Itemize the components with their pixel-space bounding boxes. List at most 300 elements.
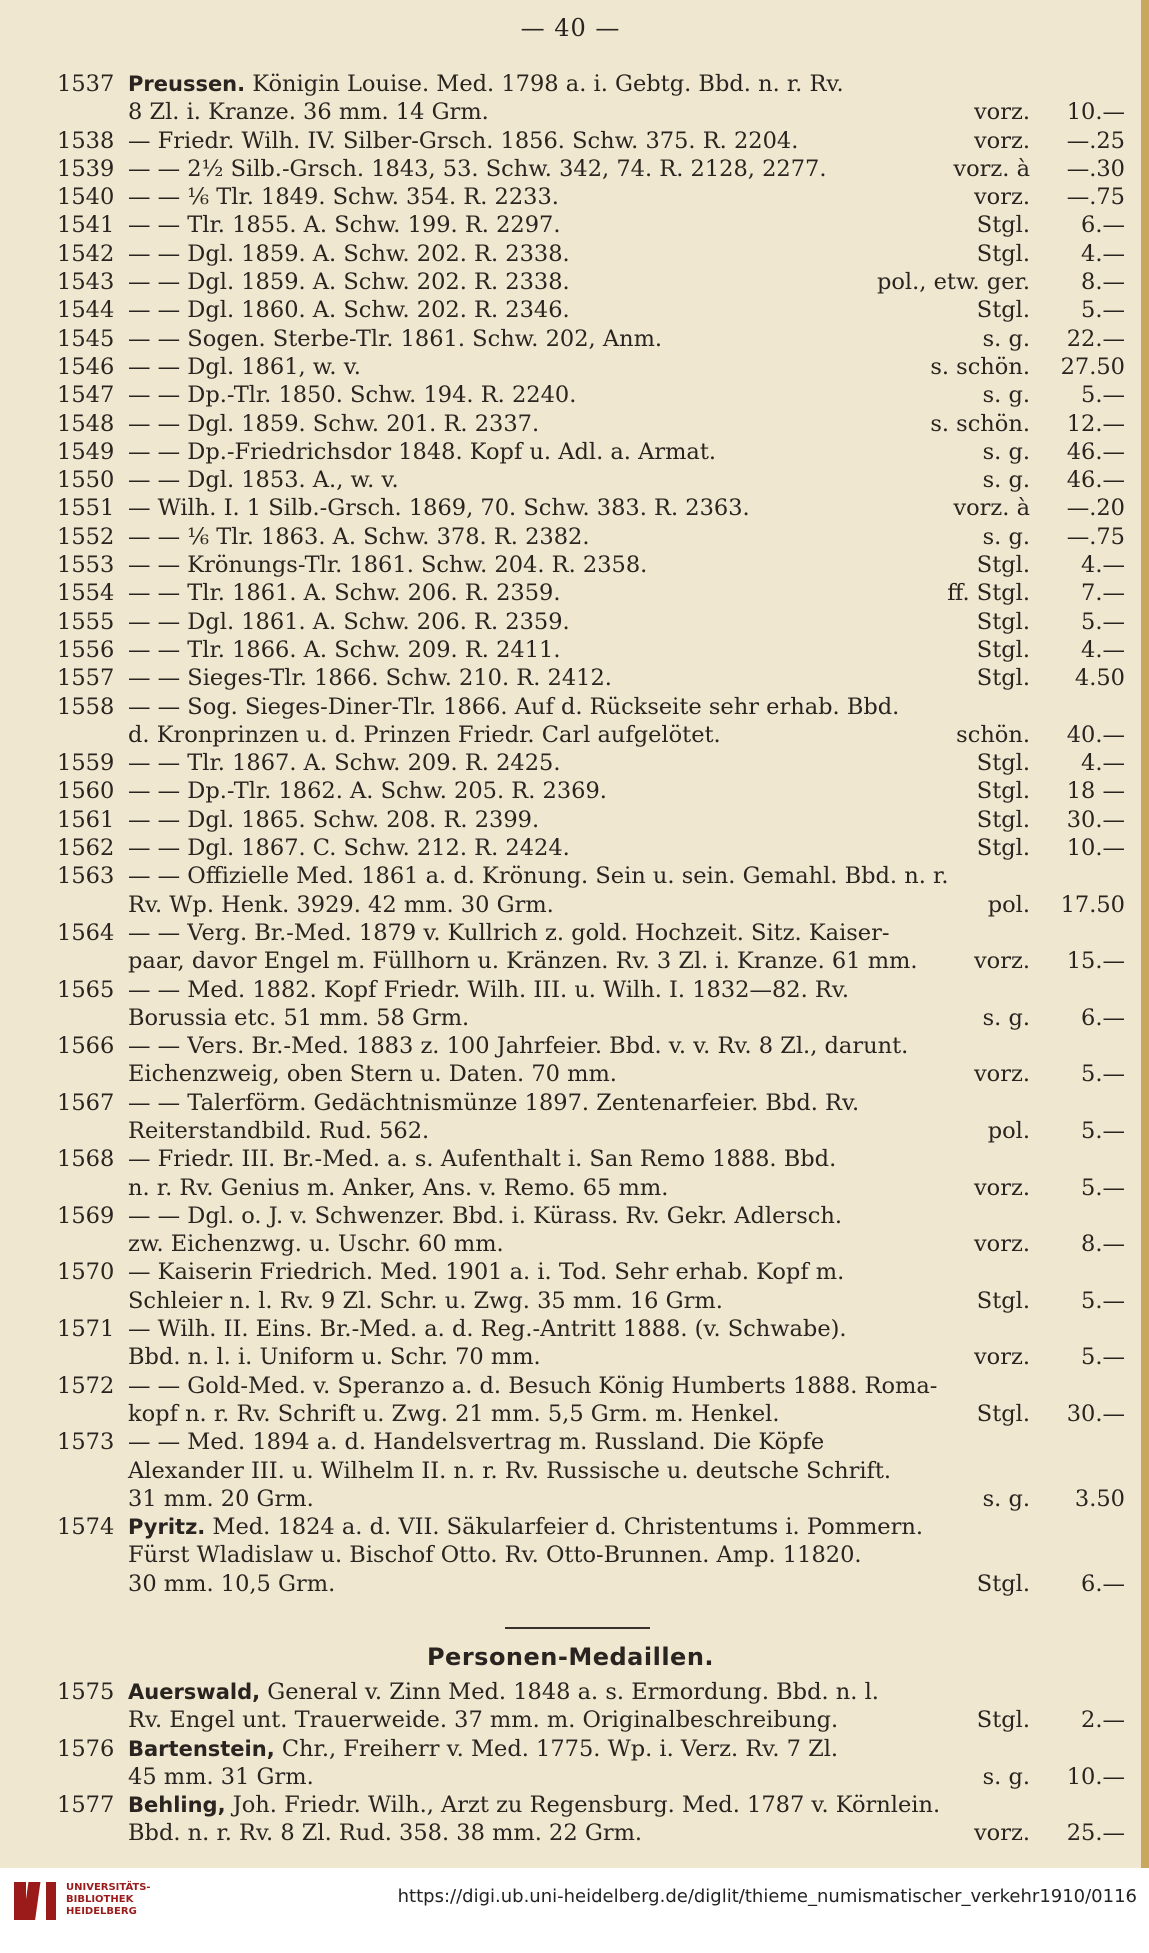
price: 46.— bbox=[1066, 467, 1125, 494]
price: 5.— bbox=[1081, 1344, 1125, 1371]
condition-grade: pol. bbox=[987, 891, 1030, 918]
lot-number: 1553 bbox=[57, 552, 115, 579]
entry-text bbox=[128, 268, 570, 296]
condition-grade: s. g. bbox=[982, 523, 1030, 550]
entry-text bbox=[128, 1791, 940, 1819]
logo-line: BIBLIOTHEK bbox=[66, 1894, 134, 1905]
catalog-entry bbox=[0, 579, 1141, 607]
entry-line bbox=[0, 806, 1141, 834]
condition-grade: Stgl. bbox=[976, 240, 1030, 267]
entry-text bbox=[128, 325, 662, 353]
catalog-entry bbox=[0, 664, 1141, 692]
logo-line: HEIDELBERG bbox=[66, 1906, 137, 1917]
entry-description: zw. Eichenzwg. u. Uschr. 60 mm. bbox=[128, 1231, 504, 1258]
catalog-entry bbox=[0, 494, 1141, 522]
entry-line bbox=[0, 268, 1141, 296]
entry-description: — — Dp.-Tlr. 1850. Schw. 194. R. 2240. bbox=[128, 382, 577, 409]
entry-description: 45 mm. 31 Grm. bbox=[128, 1763, 314, 1790]
lot-number: 1565 bbox=[57, 976, 115, 1003]
price: 4.— bbox=[1081, 750, 1125, 777]
entry-text bbox=[128, 976, 849, 1004]
entry-description: — — Tlr. 1867. A. Schw. 209. R. 2425. bbox=[128, 750, 561, 777]
entry-line bbox=[0, 1791, 1141, 1819]
section-title: Personen-Medaillen. bbox=[426, 1643, 715, 1671]
entry-line bbox=[0, 353, 1141, 381]
catalog-entry bbox=[0, 155, 1141, 183]
entry-continuation-line bbox=[0, 1343, 1141, 1371]
entry-description: Bbd. n. r. Rv. 8 Zl. Rud. 358. 38 mm. 22 Grm. bbox=[128, 1820, 643, 1847]
lot-number: 1550 bbox=[57, 467, 115, 494]
price: 5.— bbox=[1081, 297, 1125, 324]
entry-text bbox=[128, 777, 607, 805]
catalog-entry bbox=[0, 551, 1141, 579]
price: 30.— bbox=[1066, 1400, 1125, 1427]
condition-grade: s. g. bbox=[982, 1004, 1030, 1031]
entry-line bbox=[0, 1513, 1141, 1541]
entry-description: General v. Zinn Med. 1848 a. s. Ermordung. Bbd. n. l. bbox=[267, 1679, 879, 1705]
price: 5.— bbox=[1081, 1287, 1125, 1314]
entry-text bbox=[128, 1089, 859, 1117]
price: 10.— bbox=[1066, 99, 1125, 126]
entry-description: Schleier n. l. Rv. 9 Zl. Schr. u. Zwg. 35 mm. 16 Grm. bbox=[128, 1287, 723, 1314]
price: 7.— bbox=[1081, 580, 1125, 607]
catalog-entry bbox=[0, 211, 1141, 239]
condition-grade: s. g. bbox=[982, 1763, 1030, 1790]
catalog-entry bbox=[0, 1089, 1141, 1146]
lot-number: 1549 bbox=[57, 438, 115, 465]
entry-name: Auerswald, bbox=[128, 1680, 261, 1704]
entry-continuation-line bbox=[0, 1541, 1141, 1569]
entry-text bbox=[128, 1202, 842, 1230]
condition-grade: Stgl. bbox=[976, 835, 1030, 862]
catalog-entry bbox=[0, 353, 1141, 381]
library-logo-text bbox=[66, 1882, 151, 1918]
condition-grade: s. schön. bbox=[930, 410, 1030, 437]
entry-description: — — Sog. Sieges-Diner-Tlr. 1866. Auf d. Rückseite sehr erhab. Bbd. bbox=[128, 693, 900, 720]
condition-grade: vorz. à bbox=[953, 495, 1030, 522]
entry-line bbox=[0, 1315, 1141, 1343]
catalog-entry bbox=[0, 1145, 1141, 1202]
entry-description: Med. 1824 a. d. VII. Säkularfeier d. Christentums i. Pommern. bbox=[212, 1514, 924, 1541]
condition-grade: vorz. bbox=[973, 948, 1030, 975]
page-edge bbox=[1141, 0, 1149, 1868]
condition-grade: vorz. à bbox=[953, 155, 1030, 182]
catalog-entry bbox=[0, 777, 1141, 805]
condition-grade: schön. bbox=[956, 721, 1030, 748]
entry-line bbox=[0, 183, 1141, 211]
entry-description: — — Vers. Br.-Med. 1883 z. 100 Jahrfeier. Bbd. v. v. Rv. 8 Zl., darunt. bbox=[128, 1033, 909, 1060]
condition-grade: vorz. bbox=[973, 127, 1030, 154]
price: —.30 bbox=[1066, 155, 1125, 182]
price: —.20 bbox=[1066, 495, 1125, 522]
lot-number: 1545 bbox=[57, 325, 115, 352]
entry-text bbox=[128, 155, 827, 183]
entry-text bbox=[128, 1678, 879, 1706]
entry-description: d. Kronprinzen u. d. Prinzen Friedr. Carl aufgelötet. bbox=[128, 721, 721, 748]
lot-number: 1542 bbox=[57, 240, 115, 267]
price: —.75 bbox=[1066, 523, 1125, 550]
condition-grade: Stgl. bbox=[976, 1287, 1030, 1314]
catalog-entry bbox=[0, 523, 1141, 551]
lot-number: 1539 bbox=[57, 155, 115, 182]
catalog-entry bbox=[0, 268, 1141, 296]
entry-description: — — Dgl. 1867. C. Schw. 212. R. 2424. bbox=[128, 835, 570, 862]
entry-line bbox=[0, 834, 1141, 862]
entry-text bbox=[128, 211, 561, 239]
entry-description: — — Tlr. 1861. A. Schw. 206. R. 2359. bbox=[128, 580, 561, 607]
entry-description: — — Sieges-Tlr. 1866. Schw. 210. R. 2412. bbox=[128, 665, 612, 692]
lot-number: 1555 bbox=[57, 608, 115, 635]
catalog-entry bbox=[0, 834, 1141, 862]
entry-line bbox=[0, 777, 1141, 805]
condition-grade: vorz. bbox=[973, 1344, 1030, 1371]
price: —.75 bbox=[1066, 184, 1125, 211]
entry-line bbox=[0, 1372, 1141, 1400]
entry-line bbox=[0, 608, 1141, 636]
entry-text bbox=[128, 494, 750, 522]
price: —.25 bbox=[1066, 127, 1125, 154]
lot-number: 1570 bbox=[57, 1259, 115, 1286]
condition-grade: pol. bbox=[987, 1117, 1030, 1144]
lot-number: 1557 bbox=[57, 665, 115, 692]
catalog-entry bbox=[0, 183, 1141, 211]
entry-description: — — Tlr. 1866. A. Schw. 209. R. 2411. bbox=[128, 636, 561, 663]
entry-line bbox=[0, 211, 1141, 239]
price: 2.— bbox=[1081, 1707, 1125, 1734]
entry-description: — — Tlr. 1855. A. Schw. 199. R. 2297. bbox=[128, 212, 561, 239]
lot-number: 1541 bbox=[57, 212, 115, 239]
catalog-entry bbox=[0, 1678, 1141, 1735]
entry-description: — — Dp.-Friedrichsdor 1848. Kopf u. Adl. a. Armat. bbox=[128, 438, 717, 465]
price: 8.— bbox=[1081, 1231, 1125, 1258]
entry-continuation-line bbox=[0, 1457, 1141, 1485]
entry-text bbox=[128, 579, 561, 607]
lot-number: 1556 bbox=[57, 636, 115, 663]
entry-line bbox=[0, 494, 1141, 522]
catalog-entry bbox=[0, 438, 1141, 466]
condition-grade: s. g. bbox=[982, 438, 1030, 465]
price: 3.50 bbox=[1074, 1485, 1125, 1512]
entry-description: — — Offizielle Med. 1861 a. d. Krönung. Sein u. sein. Gemahl. Bbd. n. r. bbox=[128, 863, 949, 890]
entry-text bbox=[128, 693, 899, 721]
condition-grade: Stgl. bbox=[976, 778, 1030, 805]
entry-line bbox=[0, 466, 1141, 494]
footer-bar bbox=[0, 1868, 1149, 1953]
entry-description: — — Dgl. 1860. A. Schw. 202. R. 2346. bbox=[128, 297, 570, 324]
condition-grade: Stgl. bbox=[976, 750, 1030, 777]
condition-grade: s. g. bbox=[982, 382, 1030, 409]
entry-description: Eichenzweig, oben Stern u. Daten. 70 mm. bbox=[128, 1061, 617, 1088]
entry-description: Königin Louise. Med. 1798 a. i. Gebtg. Bbd. n. r. Rv. bbox=[252, 71, 844, 97]
entry-text bbox=[128, 70, 844, 98]
price: 6.— bbox=[1081, 1570, 1125, 1597]
entry-continuation-line bbox=[0, 1485, 1141, 1513]
condition-grade: s. schön. bbox=[930, 353, 1030, 380]
price: 4.50 bbox=[1074, 665, 1125, 692]
price: 10.— bbox=[1066, 1763, 1125, 1790]
lot-number: 1575 bbox=[57, 1679, 115, 1705]
entry-description: Bbd. n. l. i. Uniform u. Schr. 70 mm. bbox=[128, 1344, 541, 1371]
entry-description: paar, davor Engel m. Füllhorn u. Kränzen. Rv. 3 Zl. i. Kranze. 61 mm. bbox=[128, 948, 918, 975]
entry-text bbox=[128, 296, 570, 324]
entry-text bbox=[128, 183, 559, 211]
price: 4.— bbox=[1081, 240, 1125, 267]
entry-description: 8 Zl. i. Kranze. 36 mm. 14 Grm. bbox=[128, 99, 489, 126]
entry-text bbox=[128, 1372, 937, 1400]
entry-description: kopf n. r. Rv. Schrift u. Zwg. 21 mm. 5,5 Grm. m. Henkel. bbox=[128, 1400, 780, 1427]
source-url[interactable]: https://digi.ub.uni-heidelberg.de/diglit/thieme_numismatischer_verkehr1910/0116 bbox=[397, 1886, 1137, 1907]
price: 40.— bbox=[1066, 721, 1125, 748]
entry-description: — — Dgl. 1859. Schw. 201. R. 2337. bbox=[128, 410, 540, 437]
entry-description: — — Med. 1894 a. d. Handelsvertrag m. Russland. Die Köpfe bbox=[128, 1429, 825, 1456]
catalog-entry bbox=[0, 806, 1141, 834]
lot-number: 1577 bbox=[57, 1792, 115, 1819]
lot-number: 1548 bbox=[57, 410, 115, 437]
entry-description: Reiterstandbild. Rud. 562. bbox=[128, 1117, 430, 1144]
price: 25.— bbox=[1066, 1820, 1125, 1847]
catalog-entry bbox=[0, 693, 1141, 750]
lot-number: 1554 bbox=[57, 580, 115, 607]
entry-text bbox=[128, 636, 561, 664]
catalog-entry bbox=[0, 1258, 1141, 1315]
catalog-entry bbox=[0, 1315, 1141, 1372]
entry-description: 31 mm. 20 Grm. bbox=[128, 1485, 314, 1512]
entry-text bbox=[128, 381, 576, 409]
entry-description: — — ⅙ Tlr. 1863. A. Schw. 378. R. 2382. bbox=[128, 523, 590, 550]
catalog-entry bbox=[0, 749, 1141, 777]
entry-name: Behling, bbox=[128, 1793, 226, 1818]
entry-text bbox=[128, 551, 647, 579]
entry-line bbox=[0, 579, 1141, 607]
entry-text bbox=[128, 1032, 908, 1060]
price: 5.— bbox=[1081, 1061, 1125, 1088]
price: 18 — bbox=[1066, 778, 1125, 805]
entry-description: Fürst Wladislaw u. Bischof Otto. Rv. Otto-Brunnen. Amp. 11820. bbox=[128, 1542, 862, 1569]
entry-description: — — Talerförm. Gedächtnismünze 1897. Zentenarfeier. Bbd. Rv. bbox=[128, 1089, 860, 1116]
section-divider bbox=[505, 1627, 650, 1629]
entry-continuation-line bbox=[0, 1570, 1141, 1598]
entry-continuation-line bbox=[0, 1174, 1141, 1202]
entry-line bbox=[0, 1735, 1141, 1763]
entry-continuation-line bbox=[0, 891, 1141, 919]
lot-number: 1559 bbox=[57, 750, 115, 777]
page-number: — 40 — bbox=[520, 14, 621, 42]
entry-description: — — Sogen. Sterbe-Tlr. 1861. Schw. 202, Anm. bbox=[128, 325, 663, 352]
catalog-entry bbox=[0, 410, 1141, 438]
entry-text bbox=[128, 806, 539, 834]
price: 22.— bbox=[1066, 325, 1125, 352]
entry-text bbox=[128, 127, 798, 155]
lot-number: 1566 bbox=[57, 1033, 115, 1060]
lot-number: 1562 bbox=[57, 835, 115, 862]
condition-grade: Stgl. bbox=[976, 1707, 1030, 1734]
entry-description: 30 mm. 10,5 Grm. bbox=[128, 1570, 336, 1597]
entry-text bbox=[128, 1145, 836, 1173]
lot-number: 1547 bbox=[57, 382, 115, 409]
entry-line bbox=[0, 1089, 1141, 1117]
entry-description: — Friedr. Wilh. IV. Silber-Grsch. 1856. Schw. 375. R. 2204. bbox=[128, 127, 799, 154]
condition-grade: s. g. bbox=[982, 1485, 1030, 1512]
entry-line bbox=[0, 410, 1141, 438]
entry-description: — — Dgl. 1861, w. v. bbox=[128, 353, 361, 380]
lot-number: 1560 bbox=[57, 778, 115, 805]
condition-grade: vorz. bbox=[973, 1231, 1030, 1258]
price: 5.— bbox=[1081, 1117, 1125, 1144]
price: 30.— bbox=[1066, 806, 1125, 833]
lot-number: 1569 bbox=[57, 1202, 115, 1229]
entry-name: Pyritz. bbox=[128, 1515, 206, 1540]
entry-text bbox=[128, 1428, 824, 1456]
entry-description: — — Dgl. o. J. v. Schwenzer. Bbd. i. Kürass. Rv. Gekr. Adlersch. bbox=[128, 1202, 842, 1229]
entry-list bbox=[0, 70, 1141, 1598]
catalog-entry bbox=[0, 636, 1141, 664]
lot-number: 1552 bbox=[57, 523, 115, 550]
catalog-entry bbox=[0, 862, 1141, 919]
lot-number: 1546 bbox=[57, 353, 115, 380]
entry-continuation-line bbox=[0, 1706, 1141, 1734]
condition-grade: Stgl. bbox=[976, 552, 1030, 579]
entry-description: — — Dgl. 1859. A. Schw. 202. R. 2338. bbox=[128, 269, 570, 296]
condition-grade: vorz. bbox=[973, 184, 1030, 211]
catalog-entry bbox=[0, 1428, 1141, 1513]
lot-number: 1568 bbox=[57, 1146, 115, 1173]
entry-description: Rv. Wp. Henk. 3929. 42 mm. 30 Grm. bbox=[128, 891, 554, 918]
entry-text bbox=[128, 353, 361, 381]
lot-number: 1564 bbox=[57, 919, 115, 946]
lot-number: 1551 bbox=[57, 495, 115, 522]
entry-line bbox=[0, 523, 1141, 551]
entry-line bbox=[0, 381, 1141, 409]
catalog-entry bbox=[0, 240, 1141, 268]
price: 46.— bbox=[1066, 438, 1125, 465]
entry-text bbox=[128, 919, 889, 947]
lot-number: 1561 bbox=[57, 806, 115, 833]
catalog-entry bbox=[0, 1513, 1141, 1598]
entry-line bbox=[0, 240, 1141, 268]
entry-description: — — Verg. Br.-Med. 1879 v. Kullrich z. gold. Hochzeit. Sitz. Kaiser- bbox=[128, 919, 890, 946]
entry-text bbox=[128, 1315, 847, 1343]
entry-description: — Wilh. II. Eins. Br.-Med. a. d. Reg.-Antritt 1888. (v. Schwabe). bbox=[128, 1316, 847, 1343]
condition-grade: Stgl. bbox=[976, 665, 1030, 692]
lot-number: 1563 bbox=[57, 863, 115, 890]
lot-number: 1540 bbox=[57, 184, 115, 211]
lot-number: 1571 bbox=[57, 1316, 115, 1343]
entry-line bbox=[0, 296, 1141, 324]
entry-text bbox=[128, 240, 570, 268]
catalog-entry bbox=[0, 608, 1141, 636]
entry-name: Preussen. bbox=[128, 72, 246, 96]
entry-line bbox=[0, 976, 1141, 1004]
entry-description: Alexander III. u. Wilhelm II. n. r. Rv. Russische u. deutsche Schrift. bbox=[128, 1457, 892, 1484]
entry-description: — — Med. 1882. Kopf Friedr. Wilh. III. u. Wilh. I. 1832—82. Rv. bbox=[128, 976, 850, 1003]
entry-continuation-line bbox=[0, 1230, 1141, 1258]
entry-line bbox=[0, 325, 1141, 353]
entry-line bbox=[0, 862, 1141, 890]
price: 12.— bbox=[1066, 410, 1125, 437]
entry-text bbox=[128, 466, 399, 494]
entry-text bbox=[128, 1258, 844, 1286]
entry-description: — — Dp.-Tlr. 1862. A. Schw. 205. R. 2369. bbox=[128, 778, 607, 805]
entry-description: Chr., Freiherr v. Med. 1775. Wp. i. Verz. Rv. 7 Zl. bbox=[281, 1735, 839, 1762]
entry-continuation-line bbox=[0, 1400, 1141, 1428]
price: 15.— bbox=[1066, 948, 1125, 975]
entry-text bbox=[128, 523, 589, 551]
entry-description: — — Dgl. 1853. A., w. v. bbox=[128, 467, 399, 494]
catalog-entry bbox=[0, 381, 1141, 409]
lot-number: 1538 bbox=[57, 127, 115, 154]
condition-grade: s. g. bbox=[982, 325, 1030, 352]
entry-description: — — Dgl. 1859. A. Schw. 202. R. 2338. bbox=[128, 240, 570, 267]
condition-grade: Stgl. bbox=[976, 608, 1030, 635]
price: 17.50 bbox=[1060, 891, 1125, 918]
condition-grade: Stgl. bbox=[976, 1570, 1030, 1597]
entry-description: — Wilh. I. 1 Silb.-Grsch. 1869, 70. Schw. 383. R. 2363. bbox=[128, 495, 750, 522]
entry-continuation-line bbox=[0, 1763, 1141, 1791]
condition-grade: pol., etw. ger. bbox=[876, 269, 1030, 296]
condition-grade: vorz. bbox=[973, 1174, 1030, 1201]
entry-continuation-line bbox=[0, 1117, 1141, 1145]
condition-grade: Stgl. bbox=[976, 636, 1030, 663]
entry-line bbox=[0, 70, 1141, 98]
price: 8.— bbox=[1081, 269, 1125, 296]
catalog-entry bbox=[0, 70, 1141, 127]
entry-text bbox=[128, 834, 570, 862]
catalog-entry bbox=[0, 1372, 1141, 1429]
entry-text bbox=[128, 1513, 923, 1541]
entry-continuation-line bbox=[0, 1004, 1141, 1032]
entry-description: — — Dgl. 1861. A. Schw. 206. R. 2359. bbox=[128, 608, 570, 635]
catalog-entry bbox=[0, 1791, 1141, 1848]
price: 5.— bbox=[1081, 608, 1125, 635]
entry-text bbox=[128, 664, 612, 692]
entry-line bbox=[0, 693, 1141, 721]
catalog-entry bbox=[0, 1202, 1141, 1259]
price: 4.— bbox=[1081, 636, 1125, 663]
lot-number: 1558 bbox=[57, 693, 115, 720]
lot-number: 1573 bbox=[57, 1429, 115, 1456]
lot-number: 1537 bbox=[57, 71, 115, 97]
entry-line bbox=[0, 155, 1141, 183]
entry-line bbox=[0, 551, 1141, 579]
price: 6.— bbox=[1081, 212, 1125, 239]
entry-continuation-line bbox=[0, 721, 1141, 749]
price: 27.50 bbox=[1060, 353, 1125, 380]
entry-line bbox=[0, 1428, 1141, 1456]
entry-description: Joh. Friedr. Wilh., Arzt zu Regensburg. Med. 1787 v. Körnlein. bbox=[232, 1792, 941, 1819]
entry-description: Rv. Engel unt. Trauerweide. 37 mm. m. Originalbeschreibung. bbox=[128, 1707, 839, 1734]
condition-grade: Stgl. bbox=[976, 1400, 1030, 1427]
catalog-entry bbox=[0, 1032, 1141, 1089]
entry-name: Bartenstein, bbox=[128, 1736, 275, 1761]
price: 5.— bbox=[1081, 382, 1125, 409]
condition-grade: Stgl. bbox=[976, 297, 1030, 324]
entry-line bbox=[0, 1258, 1141, 1286]
entry-description: n. r. Rv. Genius m. Anker, Ans. v. Remo. 65 mm. bbox=[128, 1174, 669, 1201]
lot-number: 1572 bbox=[57, 1372, 115, 1399]
entry-description: — — 2½ Silb.-Grsch. 1843, 53. Schw. 342, 74. R. 2128, 2277. bbox=[128, 155, 827, 182]
entry-line bbox=[0, 1678, 1141, 1706]
entry-description: — Friedr. III. Br.-Med. a. s. Aufenthalt i. San Remo 1888. Bbd. bbox=[128, 1146, 837, 1173]
condition-grade: Stgl. bbox=[976, 806, 1030, 833]
entry-description: — — Dgl. 1865. Schw. 208. R. 2399. bbox=[128, 806, 540, 833]
price: 10.— bbox=[1066, 835, 1125, 862]
condition-grade: ff. Stgl. bbox=[947, 580, 1030, 607]
library-logo-icon bbox=[12, 1878, 58, 1924]
entry-continuation-line bbox=[0, 1060, 1141, 1088]
condition-grade: s. g. bbox=[982, 467, 1030, 494]
lot-number: 1567 bbox=[57, 1089, 115, 1116]
entry-continuation-line bbox=[0, 947, 1141, 975]
